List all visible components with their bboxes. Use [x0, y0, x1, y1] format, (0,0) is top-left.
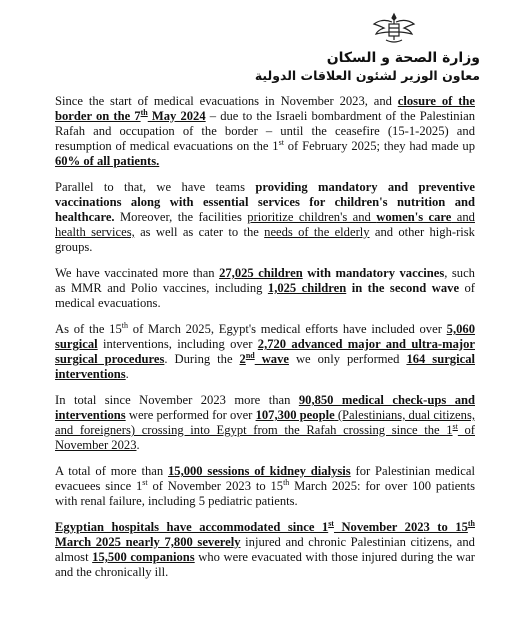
text-run: of March 2025, Egypt's medical efforts have included over [128, 322, 447, 336]
superscript: th [140, 107, 148, 117]
paragraph-2 [55, 180, 475, 255]
text-run: with mandatory vaccines [302, 266, 445, 280]
text-run: as well as cater to the [134, 225, 265, 239]
paragraph-4 [55, 322, 475, 382]
text-run: November 2023 to 15 [333, 520, 468, 534]
text-run: 5,060 surgical [55, 322, 475, 351]
text-run: March 2025: for over 100 patients with renal failure, including 5 pediatric patients. [55, 479, 475, 508]
text-run: A total of more than [55, 464, 168, 478]
text-run: , such as MMR and Polio vaccines, including [55, 266, 475, 295]
text-run: 107,300 people [255, 408, 335, 422]
paragraph-5 [55, 393, 475, 453]
egypt-eagle-emblem-icon [372, 10, 416, 46]
text-run: women's care [376, 210, 452, 224]
text-run: who were evacuated with those injured during the war and the chronically ill. [55, 550, 475, 579]
text-run: 164 surgical interventions [55, 352, 475, 381]
ministry-name: وزارة الصحة و السكان [326, 50, 480, 66]
text-run: – due to the Israeli bombardment of the Palestinian Rafah and occupation of the border – until the ceasefire (15-1-2025) and resumption of medical evacuations on the 1 [55, 109, 475, 153]
text-run: . [136, 438, 140, 452]
paragraph-1 [55, 94, 475, 169]
text-run: In total since November 2023 more than [55, 393, 299, 407]
text-run: 2,720 advanced major and ultra-major surgical procedures [55, 337, 475, 366]
text-run: We have vaccinated more than [55, 266, 220, 280]
text-run: Moreover, the facilities [114, 210, 248, 224]
superscript: th [283, 477, 290, 487]
text-run: . [125, 367, 129, 381]
text-run: of November 2023 [55, 423, 475, 452]
text-run: and other high-risk groups. [55, 225, 475, 254]
text-run: 90,850 medical check-ups and interventions [55, 393, 475, 422]
text-run: As of the 15 [55, 322, 122, 336]
text-run: 15,000 sessions of kidney dialysis [167, 464, 351, 478]
text-run: . During the [164, 352, 240, 366]
text-run: 2 [239, 352, 246, 366]
superscript: st [452, 421, 458, 431]
paragraph-3 [55, 266, 475, 311]
superscript: nd [245, 350, 255, 360]
paragraph-7 [55, 520, 475, 580]
document-body [55, 94, 475, 591]
text-run: for Palestinian medical evacuees since 1 [55, 464, 475, 493]
superscript: st [278, 137, 284, 147]
text-run: in the second wave [346, 281, 460, 295]
text-run: closure of the border on the 7 [55, 94, 475, 123]
text-run: providing mandatory and preventive vaccinations along with essential services for children's nutrition and healthcare. [55, 180, 475, 224]
text-run: Since the start of medical evacuations in November 2023, and [55, 94, 398, 108]
text-run: 1,025 children [267, 281, 347, 295]
text-run: interventions, including over [97, 337, 258, 351]
text-run: (Palestinians, dual citizens, and foreigners) crossing into Egypt from the Rafah crossing since the 1 [55, 408, 475, 437]
text-run: Egyptian hospitals have accommodated since 1 [55, 520, 329, 534]
text-run: of February 2025; they had made up [283, 139, 475, 153]
text-run: May 2024 [147, 109, 206, 123]
text-run: of November 2023 to 15 [147, 479, 284, 493]
text-run: prioritize children's and [247, 210, 377, 224]
superscript: th [467, 518, 475, 528]
text-run: were performed for over [125, 408, 256, 422]
office-name: معاون الوزير لشئون العلاقات الدولية [254, 68, 480, 83]
text-run: wave [254, 352, 289, 366]
superscript: st [142, 477, 148, 487]
text-run: of medical evacuations. [55, 281, 475, 310]
text-run: and health services, [55, 210, 475, 239]
paragraph-6 [55, 464, 475, 509]
text-run: needs of the elderly [264, 225, 370, 239]
text-run: Parallel to that, we have teams [55, 180, 256, 194]
text-run: 27,025 children [219, 266, 303, 280]
letterhead [254, 10, 480, 86]
text-run: 60% of all patients. [55, 154, 160, 168]
text-run: we only performed [288, 352, 407, 366]
text-run: March 2025 nearly 7,800 severely [55, 535, 241, 549]
superscript: th [121, 320, 129, 330]
text-run: 15,500 companions [92, 550, 195, 564]
text-run: injured and chronic Palestinian citizens, and almost [55, 535, 475, 564]
superscript: st [328, 518, 334, 528]
